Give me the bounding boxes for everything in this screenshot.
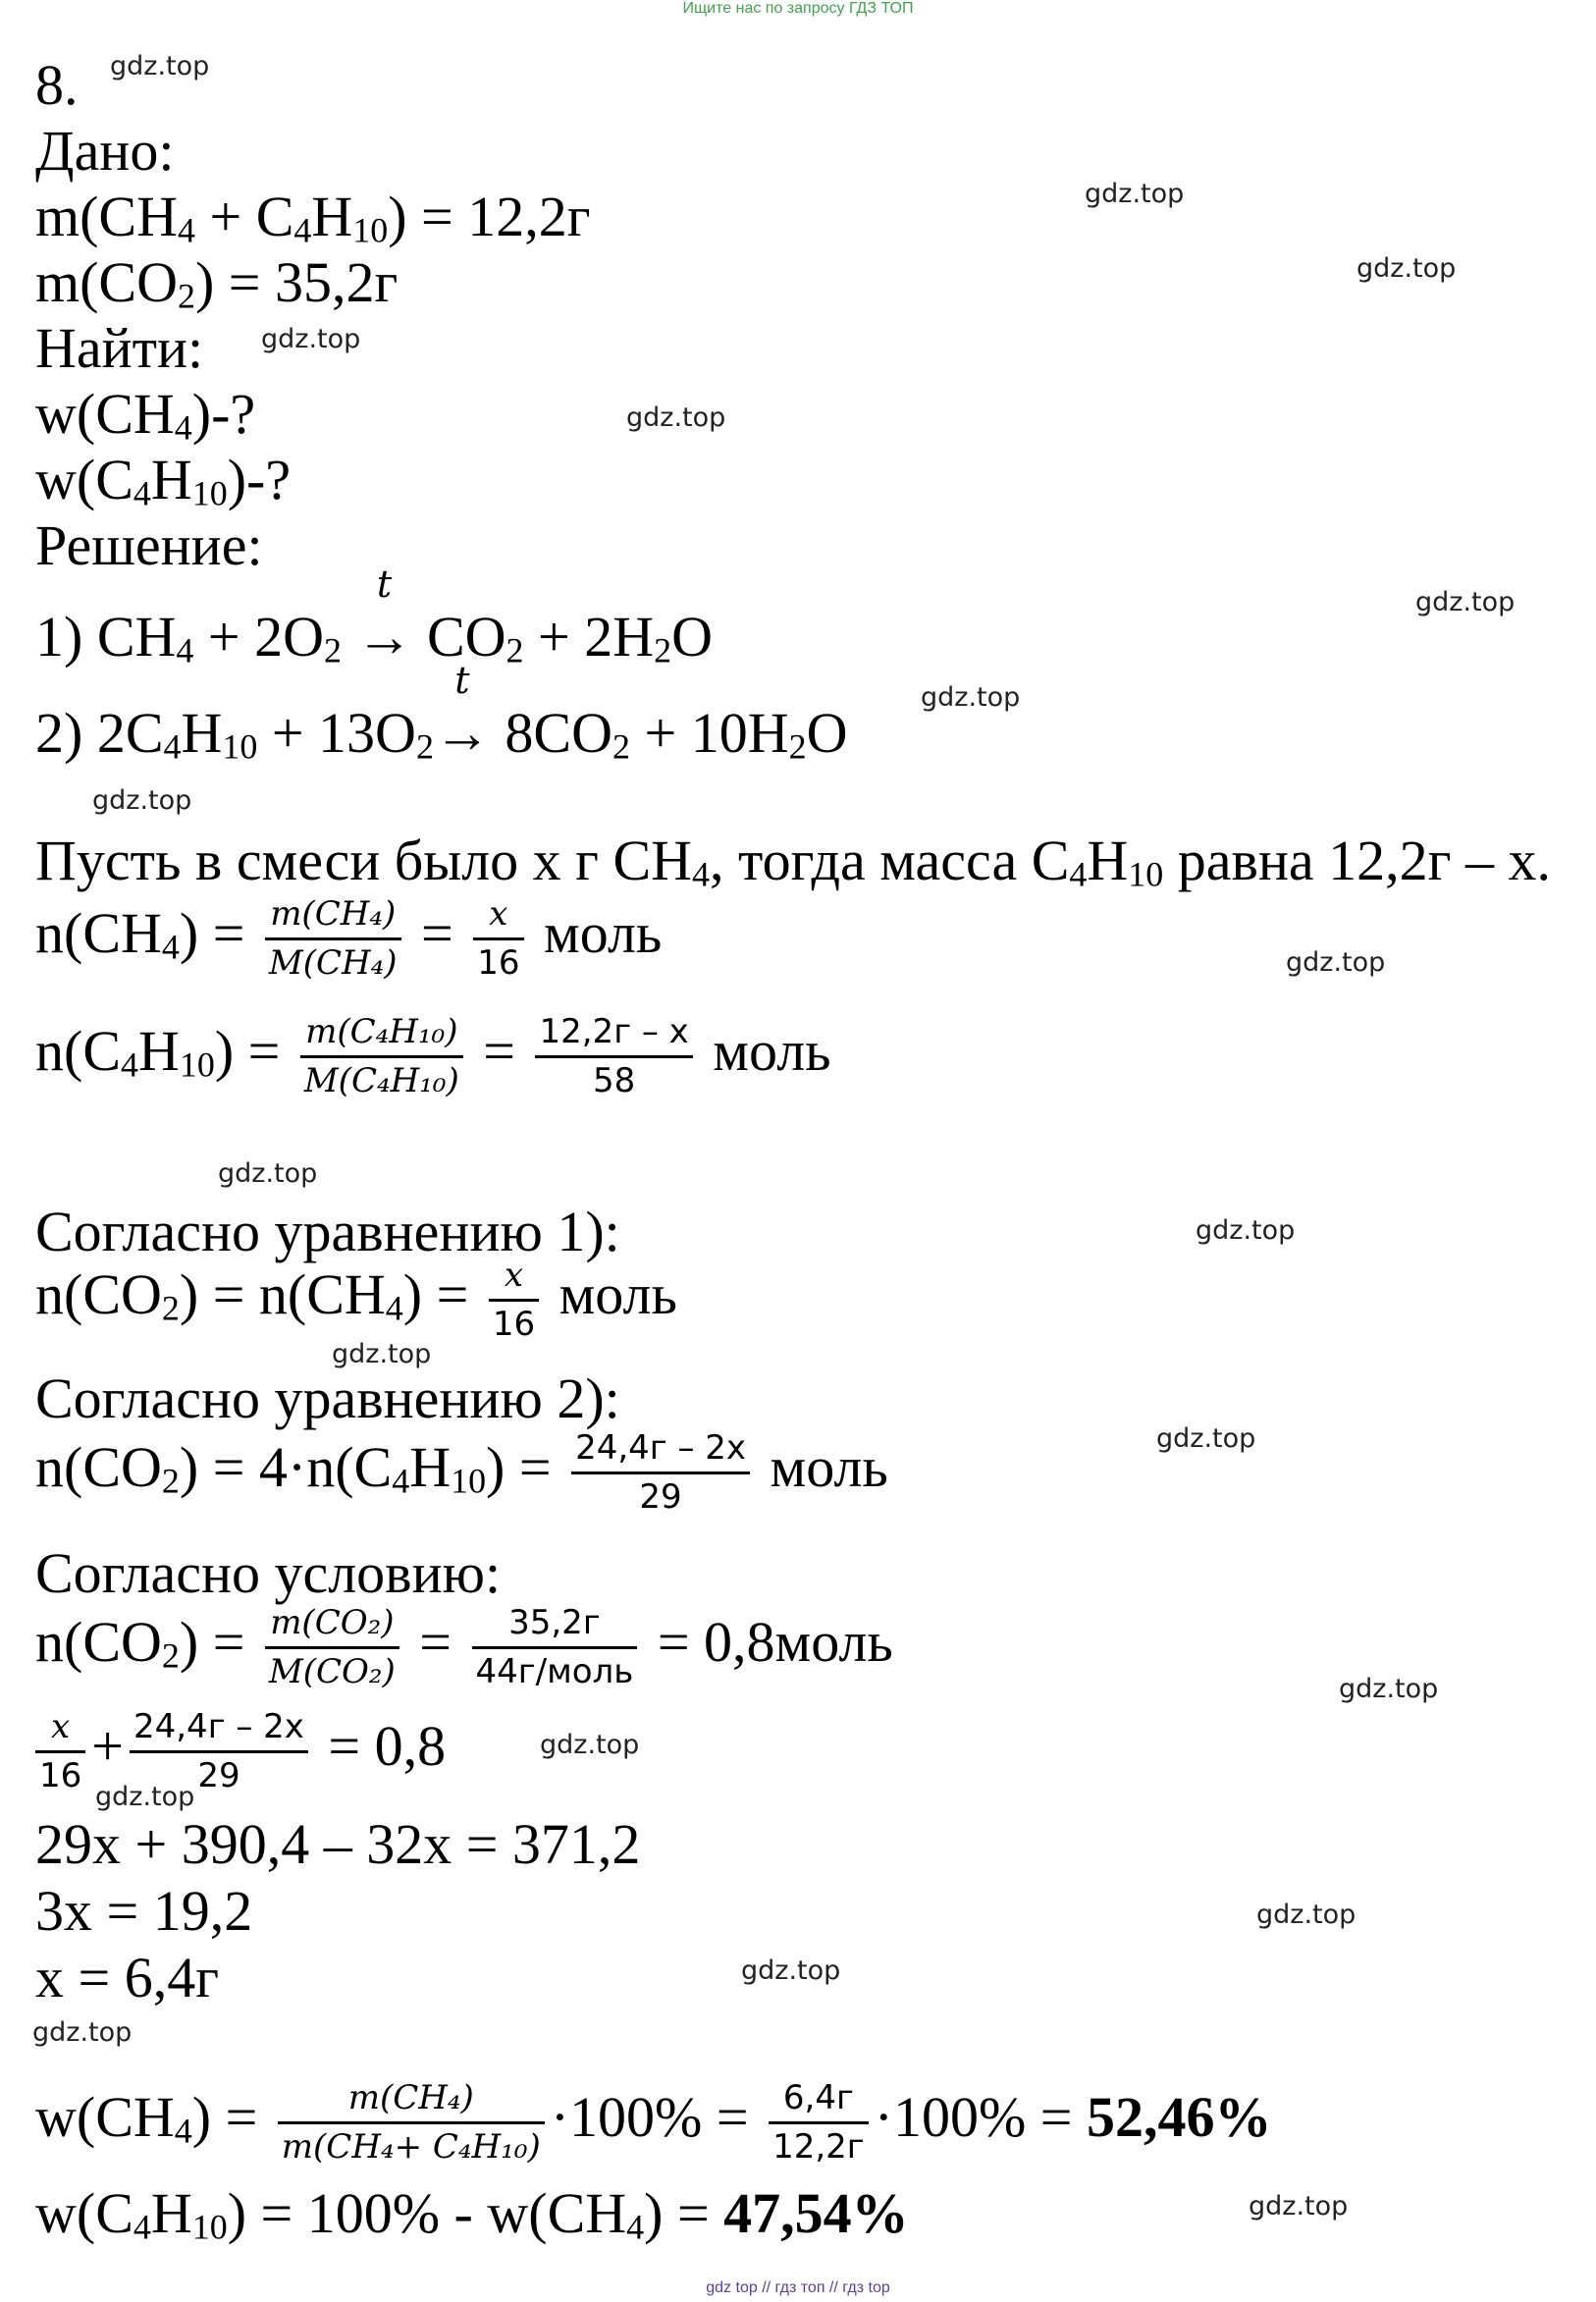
fraction: $\frac{24,4г - 2х}{29}$ xyxy=(571,1429,750,1517)
fraction: $\frac{12,2г - х}{58}$ xyxy=(535,1013,692,1100)
fraction: $\frac{\text{m(CH₄)}}{\text{m(CH₄+ C₄H₁₀)}}$ xyxy=(278,2079,545,2167)
fraction: $\frac{35,2г}{\text{44г/моль}}$ xyxy=(472,1604,638,1691)
reaction-arrow: t → xyxy=(355,562,413,669)
n-co2-from-eq1: $n(CO_2) = n(CH_4)$ = $\frac{x}{16}$ моль xyxy=(35,1256,677,1345)
by-equation-1: Согласно уравнению 1): xyxy=(35,1200,620,1263)
watermark: gdz.top xyxy=(1339,1674,1439,1704)
watermark: gdz.top xyxy=(1286,947,1386,978)
given-mixture-mass: $m(CH_4 + C_4H_{10}) = 12,2г$ xyxy=(35,185,591,250)
watermark: gdz.top xyxy=(1249,2191,1349,2222)
n-ch4-formula: $n(CH_4)$ = $\frac{\text{m(CH₄)}}{\text{M(CH₄)}}$ = $\frac{x}{16}$ моль xyxy=(35,894,663,984)
sum-equation: $\frac{x}{16}$ + $\frac{24,4г - 2х}{29}$ = 0,8 xyxy=(29,1708,446,1795)
watermark: gdz.top xyxy=(1357,253,1457,284)
find-w-ch4: $w(CH_4)-$? xyxy=(35,382,256,448)
fraction: $\frac{\text{m(CO₂)}}{\text{M(CO₂)}}$ xyxy=(265,1604,399,1691)
find-label: Найти: xyxy=(35,316,204,380)
fraction: $\frac{x}{16}$ xyxy=(35,1708,85,1795)
watermark: gdz.top xyxy=(218,1158,318,1189)
task-number: 8. xyxy=(35,53,79,117)
watermark: gdz.top xyxy=(32,2017,133,2048)
reaction-1: 1) $CH_4 + 2O_2$ t → $CO_2 + 2H_2O$ xyxy=(35,562,714,670)
watermark: gdz.top xyxy=(1196,1215,1296,1246)
fraction: $\frac{24,4г - 2х}{29}$ xyxy=(130,1708,308,1795)
watermark: gdz.top xyxy=(1156,1423,1256,1454)
fraction: $\frac{6,4г}{12,2г}$ xyxy=(769,2079,869,2167)
watermark: gdz.top xyxy=(261,324,361,354)
watermark: gdz.top xyxy=(1085,179,1185,209)
solution-label: Решение: xyxy=(35,513,263,577)
given-label: Дано: xyxy=(35,119,175,183)
w-c4h10-result: $w(C_4H_{10}) = 100\% - w(CH_4) = 47,54\%$ xyxy=(35,2181,909,2247)
let-statement: Пусть в смеси было х г $CH_4$, тогда масса $C_4H_{10}$ равна 12,2г – х. xyxy=(35,829,1551,894)
reaction-arrow: t → xyxy=(433,659,491,765)
footer-links: gdz top // гдз топ // гдз top xyxy=(706,2279,890,2296)
equation-c: x = 6,4г xyxy=(35,1946,219,2009)
watermark: gdz.top xyxy=(332,1339,432,1369)
fraction: $\frac{x}{16}$ xyxy=(489,1257,539,1344)
fraction: $\frac{\text{m(C₄H₁₀)}}{\text{M(C₄H₁₀)}}$ xyxy=(300,1013,463,1100)
watermark: gdz.top xyxy=(92,785,192,816)
by-equation-2: Согласно уравнению 2): xyxy=(35,1366,620,1430)
by-condition: Согласно условию: xyxy=(35,1541,502,1605)
watermark: gdz.top xyxy=(921,682,1021,713)
n-c4h10-formula: $n(C_4H_{10})$ = $\frac{\text{m(C₄H₁₀)}}{\text{M(C₄H₁₀)}}$ = $\frac{12,2г - х}{58}$ моль xyxy=(35,1012,831,1101)
reaction-2: 2) $2C_4H_{10} + 13O_2$ t → $8CO_2 + 10H_2O$ xyxy=(35,659,848,767)
watermark: gdz.top xyxy=(95,1782,195,1812)
top-banner: Ищите нас по запросу ГДЗ ТОП xyxy=(682,0,914,17)
watermark: gdz.top xyxy=(1256,1900,1357,1930)
w-c4h10-value: 47,54% xyxy=(723,2181,909,2245)
w-ch4-value: 52,46% xyxy=(1086,2084,1272,2149)
find-w-c4h10: $w(C_4H_{10})-$? xyxy=(35,448,292,513)
watermark: gdz.top xyxy=(1415,587,1516,617)
w-ch4-result: $w(CH_4)$ = $\frac{\text{m(CH₄)}}{\text{m(CH₄+ C₄H₁₀)}}$ ·100% = $\frac{6,4г}{12,2г}$ ·100% = 52,46% xyxy=(35,2078,1272,2168)
n-co2-from-eq2: $n(CO_2) = 4\cdot n(C_4H_{10})$ = $\frac{24,4г - 2х}{29}$ моль xyxy=(35,1428,888,1518)
fraction: $\frac{\text{m(CH₄)}}{\text{M(CH₄)}}$ xyxy=(265,895,401,983)
given-co2-mass: $m(CO_2) = 35,2г$ xyxy=(35,250,399,316)
watermark: gdz.top xyxy=(540,1730,640,1760)
watermark: gdz.top xyxy=(741,1955,841,1986)
watermark: gdz.top xyxy=(110,51,210,81)
n-co2-from-condition: $n(CO_2)$ = $\frac{\text{m(CO₂)}}{\text{M(CO₂)}}$ = $\frac{35,2г}{\text{44г/моль}}$ = 0,8моль xyxy=(35,1603,893,1692)
equation-a: 29x + 390,4 – 32x = 371,2 xyxy=(35,1812,641,1876)
watermark: gdz.top xyxy=(626,402,726,433)
equation-b: 3x = 19,2 xyxy=(35,1879,253,1943)
fraction: $\frac{x}{16}$ xyxy=(473,895,523,983)
